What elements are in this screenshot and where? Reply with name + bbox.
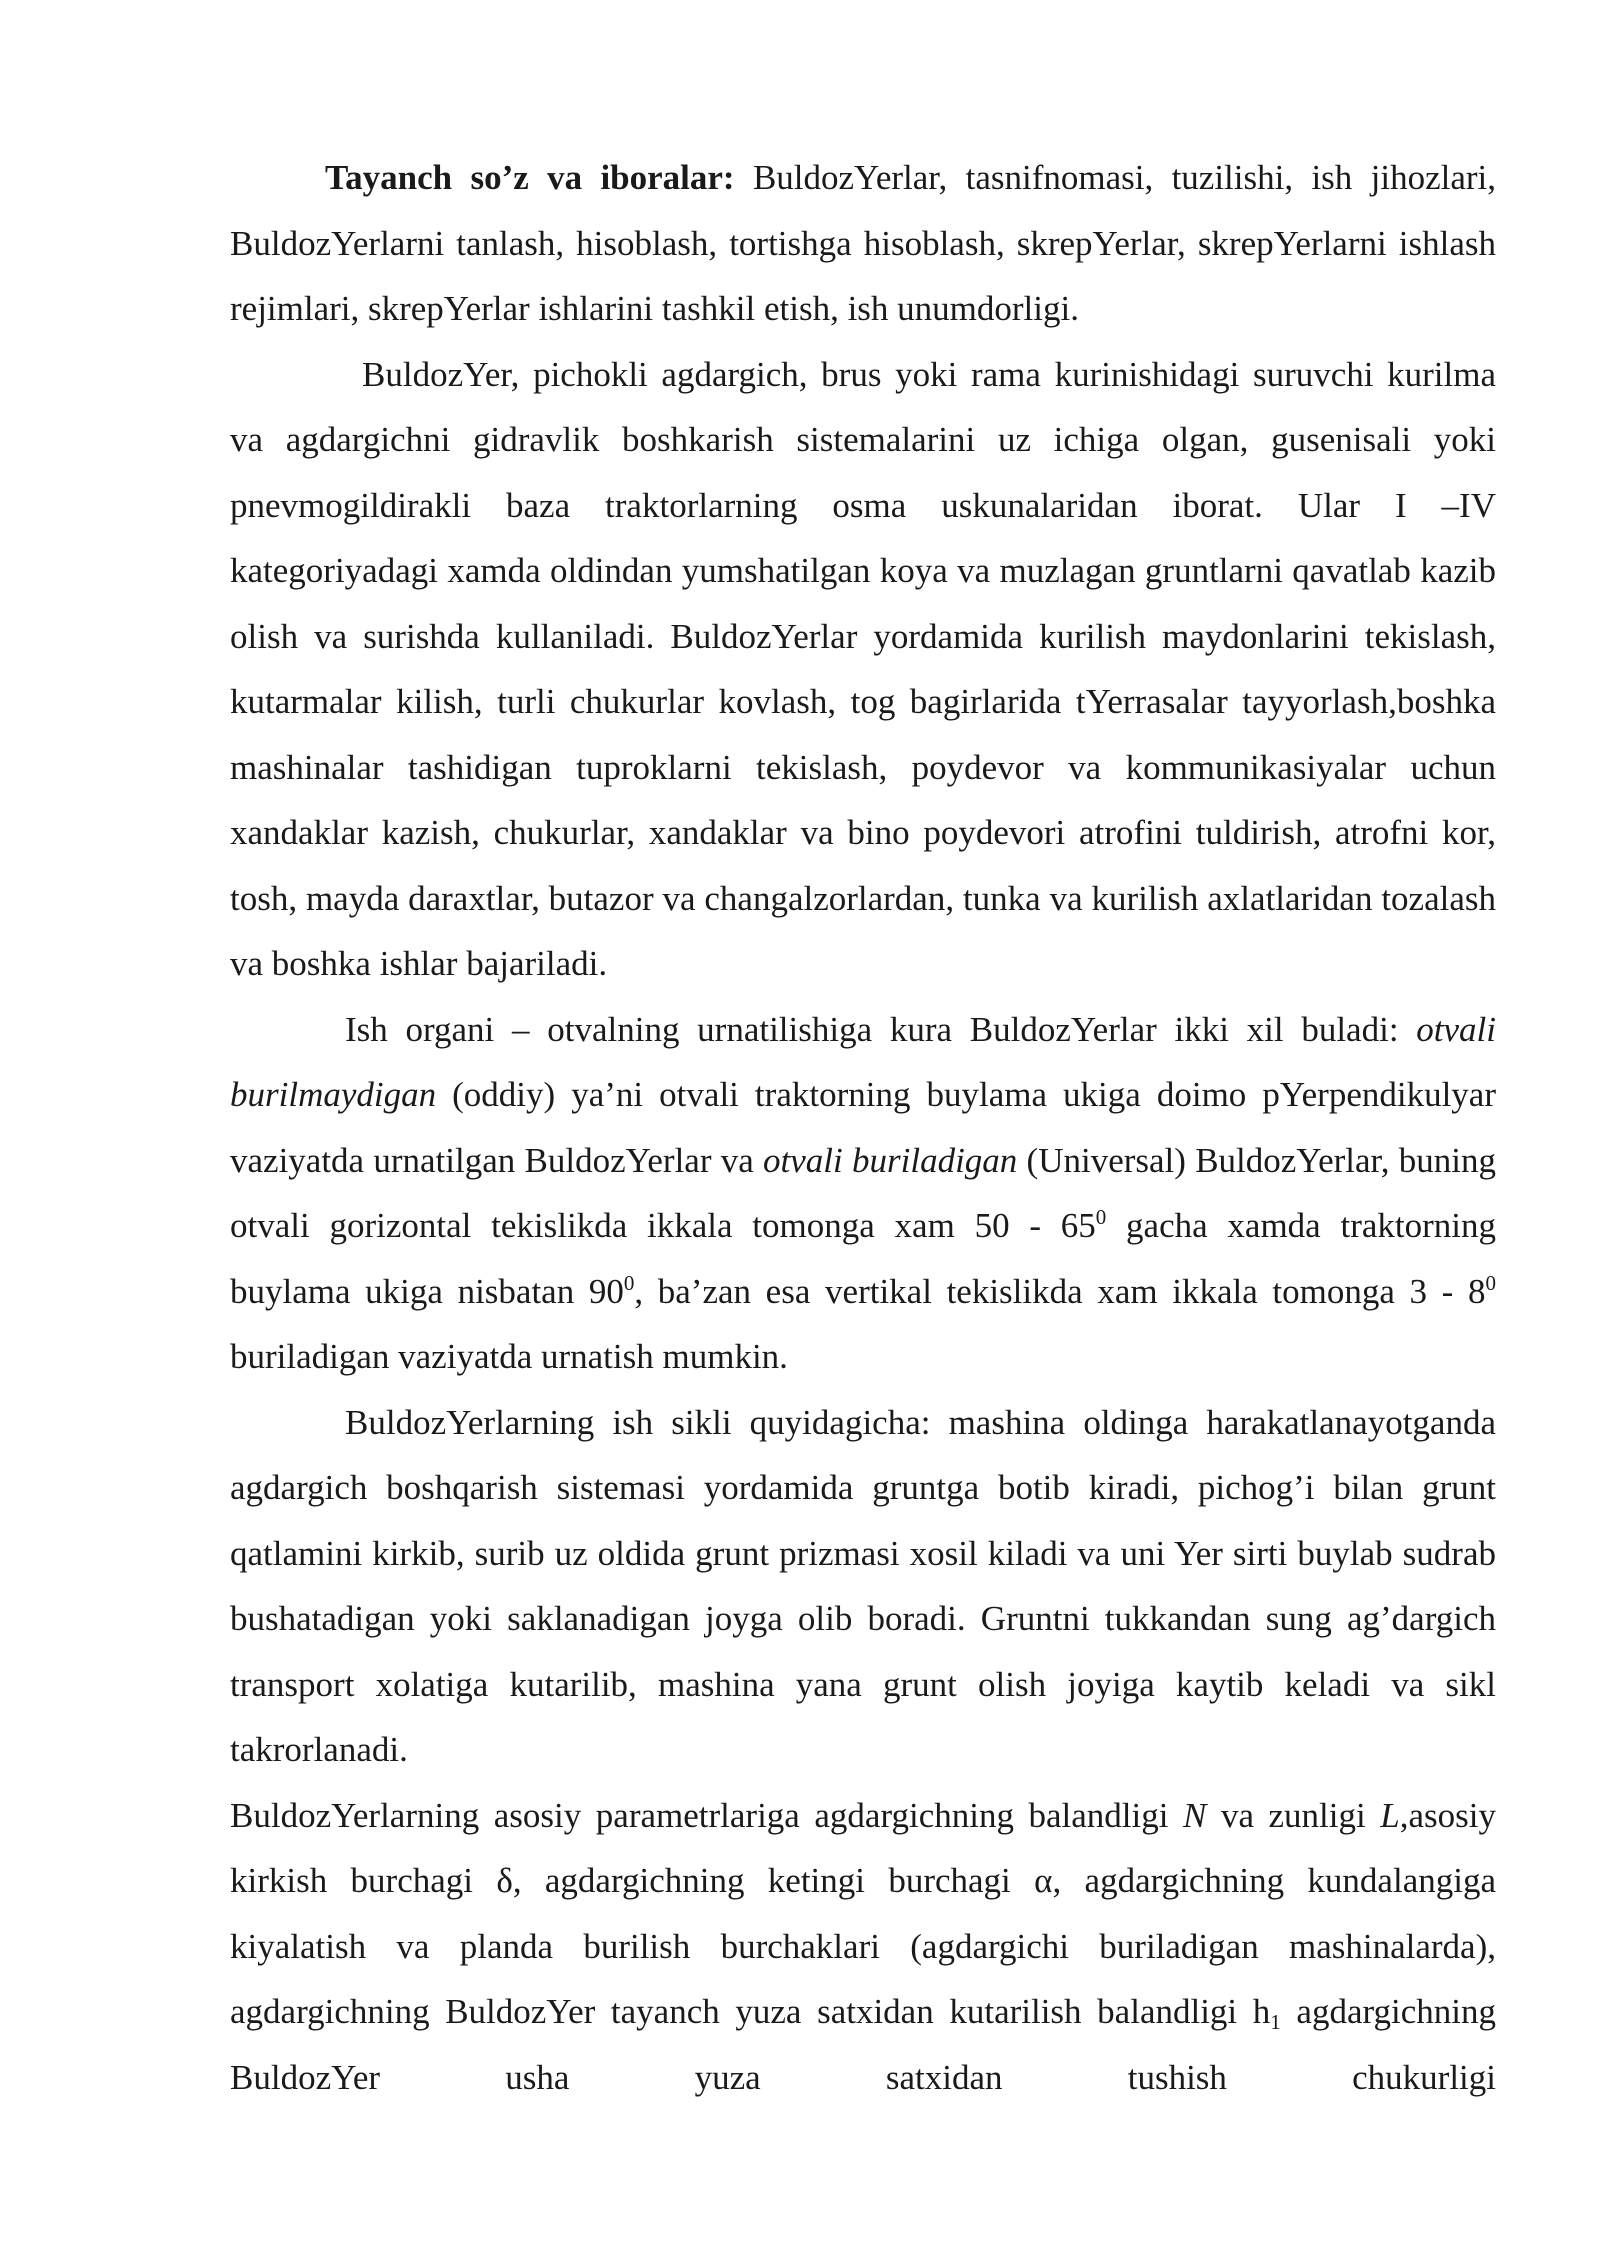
document-page <box>230 145 1496 2110</box>
intro-paragraph: BuldozYer, pichokli agdargich, brus yoki rama kurinishidagi suruvchi kurilma va agdargichni gidravlik boshkarish sistemalarini uz ichiga olgan, gusenisali yoki pnevmogildirakli baza traktorlarning osma uskunalaridan iborat. Ular I –IV kategoriyadagi xamda oldindan yumshatilgan koya va muzlagan gruntlarni qavatlab kazib olish va surishda kullaniladi. BuldozYerlar yordamida kurilish maydonlarini tekislash, kutarmalar kilish, turli chukurlar kovlash, tog bagirlarida tYerrasalar tayyorlash,boshka mashinalar tashidigan tuproklarni tekislash, poydevor va kommunikasiyalar uchun xandaklar kazish, chukurlar, xandaklar va bino poydevori atrofini tuldirish, atrofni kor, tosh, mayda daraxtlar, butazor va changalzorlardan, tunka va kurilish axlatlaridan tozalash va boshka ishlar bajariladi. <box>230 354 1496 983</box>
term-rotating-blade: otvali buriladigan <box>763 1140 1018 1180</box>
symbol-length: L <box>1380 1795 1400 1835</box>
parameters-paragraph: BuldozYerlarning asosiy parametrlariga agdargichning balandligi N va zunligi L,asosiy kirkish burchagi δ, agdargichning ketingi burchagi α, agdargichning kundalangiga kiyalatish va planda burilish burchaklari (agdargichi buriladigan mashinalarda), agdargichning BuldozYer tayanch yuza satxidan kutarilish balandligi $h_1$ agdargichning BuldozYer usha yuza satxidan tushish chukurligi <box>230 1795 1496 2097</box>
keywords-paragraph <box>230 145 1496 342</box>
symbol-height: N <box>1183 1795 1207 1835</box>
keywords-label: Tayanch so’z va iboralar: <box>325 158 735 197</box>
types-paragraph: Ish organi – otvalning urnatilishiga kura BuldozYerlar ikki xil buladi: otvali burilmaydigan (oddiy) ya’ni otvali traktorning buylama ukiga doimo pYerpendikulyar vaziyatda urnatilgan BuldozYerlar va otvali buriladigan (Universal) BuldozYerlar, buning otvali gorizontal tekislikda ikkala tomonga xam $50 - 65^0$ gacha xamda traktorning buylama ukiga nisbatan $90^0$, ba’zan esa vertikal tekislikda xam ikkala tomonga $3 - 8^0$ buriladigan vaziyatda urnatish mumkin. <box>230 1009 1497 1376</box>
term-fixed-blade: otvali burilmaydigan <box>230 1009 1496 1114</box>
work-cycle-paragraph: BuldozYerlarning ish sikli quyidagicha: mashina oldinga harakatlanayotganda agdargich boshqarish sistemasi yordamida gruntga botib kiradi, pichog’i bilan grunt qatlamini kirkib, surib uz oldida grunt prizmasi xosil kiladi va uni Yer sirti buylab sudrab bushatadigan yoki saklanadigan joyga olib boradi. Gruntni tukkandan sung ag’dargich transport xolatiga kutarilib, mashina yana grunt olish joyiga kaytib keladi va sikl takrorlanadi. <box>230 1402 1496 1769</box>
keywords-text: BuldozYerlar, tasnifnomasi, tuzilishi, ish jihozlari, BuldozYerlarni tanlash, hisoblash, tortishga hisoblash, skrepYerlar, skrepYerlarni ishlash rejimlari, skrepYerlar ishlarini tashkil etish, ish unumdorligi. <box>230 158 1497 328</box>
